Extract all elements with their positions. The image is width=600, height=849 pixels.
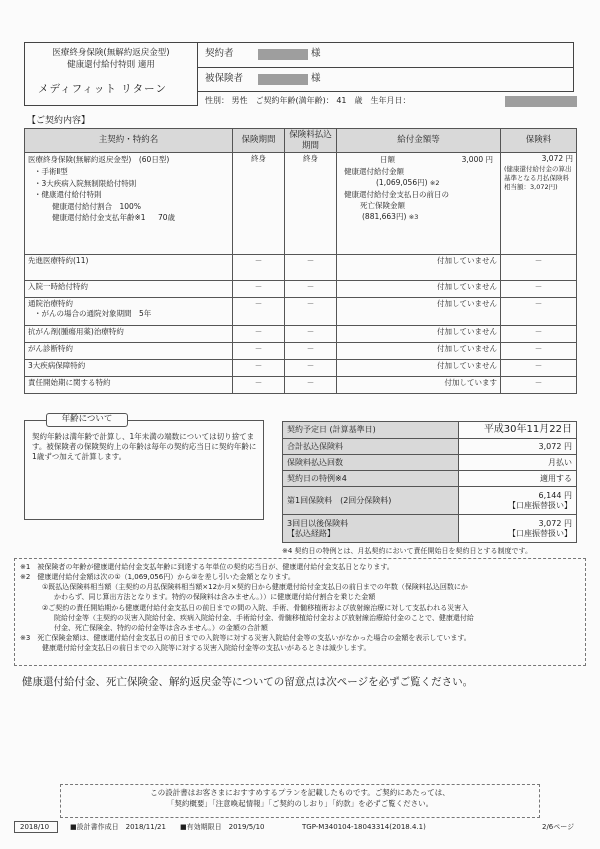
contractor-redacted	[258, 49, 308, 60]
summary-row	[283, 515, 577, 543]
note-line: かわらず、同じ算出方法となります。特約の保険料は含みません。））に健康還付給付割合を乗じた金額	[54, 593, 376, 602]
summary-label: 第1回保険料 (2回分保険料)	[283, 487, 459, 515]
rider-period: －	[233, 298, 285, 326]
main-period: 終身	[233, 153, 285, 255]
rider-pay: －	[285, 377, 337, 394]
rider-period: －	[233, 281, 285, 298]
main-refund-label: 健康還付給付金額	[344, 166, 404, 176]
insured-redacted	[258, 74, 308, 85]
section-title: 【ご契約内容】	[27, 116, 91, 126]
contract-table	[24, 128, 577, 394]
rider-benefit: 付加していません	[337, 326, 501, 343]
rider-name: 入院一時給付特約	[25, 281, 233, 298]
rider-premium: －	[501, 298, 577, 326]
product-name: メディフィット リターン	[38, 83, 167, 95]
rider-premium: －	[501, 360, 577, 377]
rider-row	[25, 343, 577, 360]
rider-period: －	[233, 343, 285, 360]
summary-label: 保険料払込回数	[283, 455, 459, 471]
footer-line-2: 「契約概要」「注意喚起情報」「ご契約のしおり」「約款」を必ずご覧ください。	[166, 798, 434, 808]
notes	[20, 562, 580, 653]
main-contract-row	[25, 153, 577, 255]
important-notice: 健康還付給付金、死亡保険金、解約返戻金等についての留意点は次ページを必ずご覧ください。	[22, 676, 474, 688]
rider-pay: －	[285, 255, 337, 281]
col-header-name: 主契約・特約名	[25, 129, 233, 153]
document-code: TGP-M340104-18043314(2018.4.1)	[302, 823, 426, 831]
date-tag: 2018/10	[20, 823, 50, 831]
summary-row	[283, 439, 577, 455]
rider-premium: －	[501, 281, 577, 298]
rider-benefit: 付加しています	[337, 377, 501, 394]
note-line: ②ご契約の責任開始期から健康還付給付金支払日の前日までの間の入院、手術、骨髄移植術および放射線治療に対して支払われる災害入	[42, 603, 469, 612]
rider-row	[25, 298, 577, 326]
insured-label: 被保険者	[205, 73, 244, 84]
main-sub-3: ・健康還付給付特則	[34, 190, 102, 200]
rider-premium: －	[501, 343, 577, 360]
note-4: ※4 契約日の特例とは、月払契約において責任開始日を契約日とする制度です。	[282, 547, 532, 555]
rider-benefit: 付加していません	[337, 281, 501, 298]
rider-benefit: 付加していません	[337, 255, 501, 281]
col-header-period: 保険期間	[233, 129, 285, 153]
main-death-label-2: 死亡保険金額	[360, 200, 405, 210]
rider-period: －	[233, 326, 285, 343]
note-line: ※3 死亡保険金額は、健康還付給付金支払日の前日までの入院等に対する災害入院給付金等の支払いがなかった場合の金額を表示しています。	[20, 633, 471, 642]
main-premium: 3,072 円	[541, 154, 573, 164]
note-line: 院給付金等（主契約の災害入院給付金、疾病入院給付金、手術給付金、骨髄移植給付金および放射線治療給付金のことで、健康還付給	[54, 613, 474, 622]
rider-name: 先進医療特約(11)	[25, 255, 233, 281]
note-line: 付金、死亡保険金、特約の給付金等は含みません。）の金額の合計額	[54, 623, 268, 632]
table-header-row	[25, 129, 577, 153]
note-line: 健康還付給付金支払日の前日までの入院等に対する災害入院給付金等の支払いがあるときは減少します。	[42, 644, 371, 653]
age-box-title: 年齢について	[46, 413, 128, 427]
main-death-label-1: 健康還付給付金支払日の前日の	[344, 189, 449, 199]
insured-honorific: 様	[311, 73, 321, 84]
summary-label-2: 【払込経路】	[287, 528, 335, 538]
birthdate-redacted	[505, 96, 577, 107]
contractor-label: 契約者	[205, 48, 234, 59]
rider-pay: －	[285, 343, 337, 360]
main-death-value: (881,663円)	[362, 212, 407, 221]
footer-text	[60, 788, 540, 809]
main-refund-amount	[340, 177, 497, 189]
summary-value: 3,072 円	[538, 518, 572, 528]
rider-row	[25, 326, 577, 343]
contractor-honorific: 様	[311, 48, 321, 59]
party-divider	[198, 67, 574, 68]
rider-row	[25, 255, 577, 281]
created-date: ■設計書作成日 2018/11/21	[70, 823, 166, 831]
summary-row	[283, 455, 577, 471]
summary-row	[283, 471, 577, 487]
summary-label: 合計払込保険料	[283, 439, 459, 455]
summary-label: 契約日の特例※4	[283, 471, 459, 487]
rider-row	[25, 281, 577, 298]
summary-value: 適用する	[459, 471, 577, 487]
summary-value-sub: 【口座振替扱い】	[508, 528, 572, 538]
summary-value: 平成30年11月22日	[459, 422, 577, 439]
rider-name: 抗がん剤(腫瘍用薬)治療特約	[25, 326, 233, 343]
main-refund-value: (1,069,056円)	[376, 177, 428, 187]
summary-value: 3,072 円	[459, 439, 577, 455]
rider-premium: －	[501, 377, 577, 394]
col-header-pay-period: 保険料払込期間	[285, 129, 337, 153]
col-header-benefit: 給付金額等	[337, 129, 501, 153]
main-daily-label: 日額	[380, 155, 395, 165]
valid-until: ■有効期限日 2019/5/10	[180, 823, 265, 831]
footer-line-1: この設計書はお客さまにおすすめするプランを記載したものです。ご契約にあたっては、	[150, 788, 450, 797]
main-contract-name: 医療終身保険(無解約返戻金型) (60日型)	[28, 155, 170, 165]
main-sub-2: ・3大疾病入院無制限給付特則	[34, 178, 137, 188]
rider-pay: －	[285, 360, 337, 377]
insured-info-line: 性別： 男性 ご契約年齢(満年齢)： 41 歳 生年月日：	[205, 96, 411, 105]
main-refund-age-label: 健康還付給付金支払年齢※1	[52, 213, 146, 223]
summary-value-sub: 【口座振替扱い】	[508, 500, 572, 510]
rider-pay: －	[285, 298, 337, 326]
rider-row	[25, 360, 577, 377]
page-number: 2/6ページ	[542, 823, 575, 831]
main-refund-age	[28, 212, 229, 224]
main-refund-age-value: 70歳	[157, 213, 175, 223]
rider-name: 責任開始期に関する特約	[25, 377, 233, 394]
main-refund-ratio: 健康還付給付割合 100%	[52, 201, 141, 211]
rider-name: 3大疾病保障特約	[25, 360, 233, 377]
col-header-premium: 保険料	[501, 129, 577, 153]
rider-period: －	[233, 377, 285, 394]
rider-sub: ・がんの場合の通院対象期間 5年	[34, 308, 152, 318]
rider-name: 通院治療特約	[28, 299, 73, 309]
rider-pay: －	[285, 326, 337, 343]
main-death-note: ※3	[408, 213, 419, 221]
main-daily	[340, 154, 497, 165]
age-box-text: 契約年齢は満年齢で計算し、1年未満の端数については切り捨てます。被保険者の保険契約上の年齢は毎年の契約応当日に契約年齢に1歳ずつ加えて計算します。	[32, 432, 257, 462]
summary-label: 3回目以後保険料	[287, 518, 349, 528]
main-premium-note: (健康還付給付金の算出基準となる月払保険料相当額：3,072円)	[504, 164, 572, 191]
rider-benefit: 付加していません	[337, 298, 501, 326]
main-sub-1: ・手術Ⅱ型	[34, 166, 68, 176]
summary-row	[283, 422, 577, 439]
rider-period: －	[233, 255, 285, 281]
rider-premium: －	[501, 326, 577, 343]
summary-value: 月払い	[459, 455, 577, 471]
rider-benefit: 付加していません	[337, 360, 501, 377]
rider-pay: －	[285, 281, 337, 298]
rider-benefit: 付加していません	[337, 343, 501, 360]
note-line: ①既払込保険料相当額（主契約の月払保険料相当額×12か月×契約日から健康還付給付金支払日の前日までの年数（保険料払込回数にか	[42, 583, 468, 592]
rider-row	[25, 377, 577, 394]
rider-period: －	[233, 360, 285, 377]
summary-row	[283, 487, 577, 515]
product-line-2: 健康還付給付特則 適用	[67, 60, 155, 70]
rider-name: がん診断特約	[25, 343, 233, 360]
note-line: ※1 被保険者の年齢が健康還付給付金支払年齢に到達する年単位の契約応当日が、健康還付給付金支払日となります。	[20, 563, 394, 571]
main-pay-period: 終身	[285, 153, 337, 255]
main-death-amount	[340, 211, 497, 223]
summary-table	[282, 421, 577, 543]
product-line-1: 医療終身保険(無解約返戻金型)	[52, 48, 170, 58]
main-refund-note: ※2	[429, 178, 440, 187]
summary-value: 6,144 円	[538, 490, 572, 500]
summary-label: 契約予定日 (計算基準日)	[283, 422, 459, 439]
main-daily-value: 3,000 円	[461, 155, 493, 165]
rider-premium: －	[501, 255, 577, 281]
note-line: ※2 健康還付給付金額は次の①（1,069,056円）から②を差し引いた金額となります。	[20, 573, 295, 582]
